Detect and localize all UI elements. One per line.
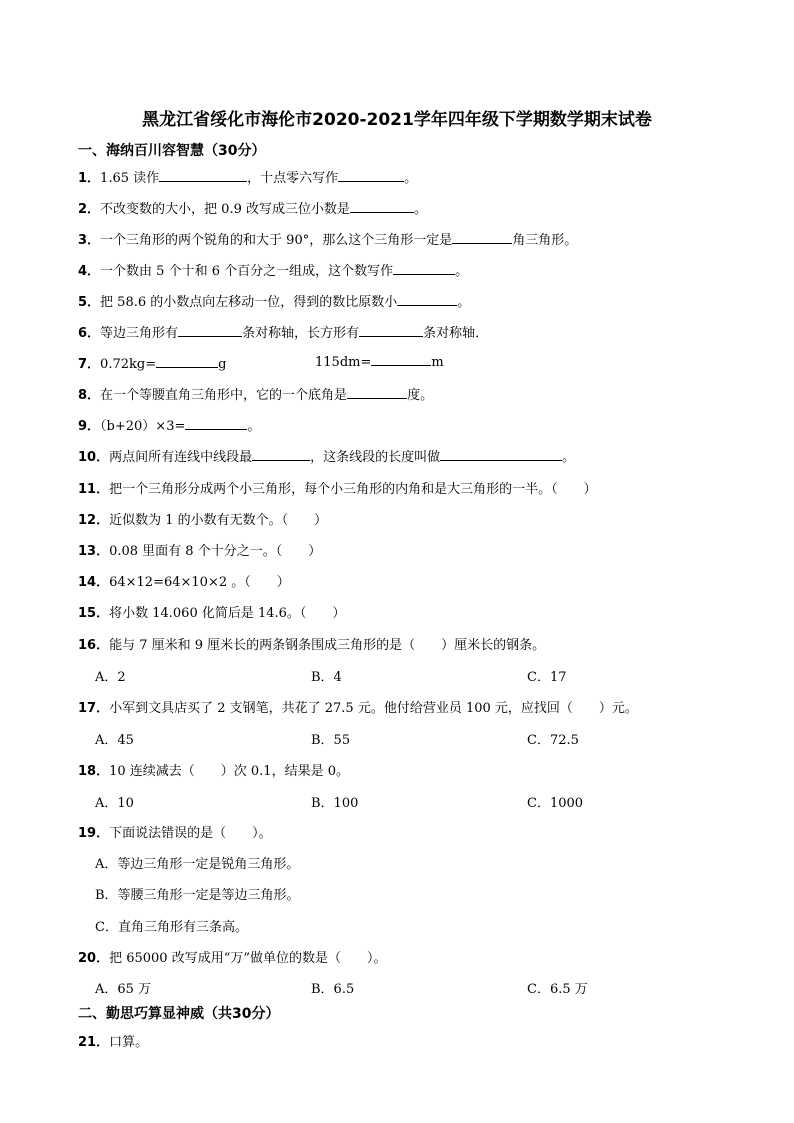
question-text: 将小数 14.060 化简后是 14.6。（ ） bbox=[109, 606, 346, 621]
question-text: 等边三角形有 bbox=[100, 326, 179, 341]
option-a[interactable]: A．等边三角形一定是锐角三角形。 bbox=[95, 857, 300, 872]
answer-blank[interactable] bbox=[397, 293, 457, 306]
question-17 bbox=[78, 697, 638, 716]
question-text: 度。 bbox=[407, 388, 434, 403]
question-text: ，十点零六写作 bbox=[247, 171, 339, 186]
question-number: 9． bbox=[78, 419, 101, 434]
question-number: 17． bbox=[78, 701, 110, 716]
question-text: 在一个等腰直角三角形中，它的一个底角是 bbox=[100, 388, 348, 403]
answer-blank[interactable] bbox=[350, 200, 414, 213]
question-text: 。 bbox=[404, 171, 418, 186]
question-text: 两点间所有连线中线段最 bbox=[109, 450, 253, 465]
question-number: 7． bbox=[78, 357, 101, 372]
question-text: 10 连续减去（ ）次 0.1，结果是 0。 bbox=[109, 764, 349, 779]
question-text: g bbox=[218, 357, 227, 372]
question-number: 8． bbox=[78, 388, 101, 403]
question-number: 19． bbox=[78, 826, 110, 841]
question-4 bbox=[78, 260, 468, 279]
answer-blank[interactable] bbox=[440, 448, 562, 461]
question-text: 能与 7 厘米和 9 厘米长的两条钢条围成三角形的是（ ）厘米长的钢条。 bbox=[109, 638, 546, 653]
answer-blank[interactable] bbox=[156, 355, 218, 368]
question-text: 64×12=64×10×2 。（ ） bbox=[109, 575, 290, 590]
question-text: 。 bbox=[562, 450, 576, 465]
question-text: 条对称轴． bbox=[423, 326, 489, 341]
question-text: m bbox=[431, 355, 444, 370]
question-text: 。 bbox=[455, 264, 469, 279]
answer-blank[interactable] bbox=[159, 169, 247, 182]
option-b[interactable]: B．100 bbox=[311, 796, 359, 811]
question-number: 16． bbox=[78, 638, 110, 653]
question-15 bbox=[78, 602, 345, 621]
question-text: 口算。 bbox=[109, 1035, 149, 1050]
section-heading-1: 一、海纳百川容智慧（30分） bbox=[78, 143, 266, 159]
question-text: ，这条线段的长度叫做 bbox=[310, 450, 441, 465]
question-number: 11． bbox=[78, 482, 110, 497]
question-text: 条对称轴，长方形有 bbox=[242, 326, 360, 341]
option-a[interactable]: A．10 bbox=[95, 796, 134, 811]
question-text: 。 bbox=[414, 202, 428, 217]
answer-blank[interactable] bbox=[178, 324, 242, 337]
question-number: 3． bbox=[78, 233, 101, 248]
question-text: （b+20）×3= bbox=[100, 419, 186, 434]
question-text: 。 bbox=[457, 295, 471, 310]
question-number: 21． bbox=[78, 1035, 110, 1050]
question-12 bbox=[78, 509, 327, 528]
question-number: 18． bbox=[78, 764, 110, 779]
answer-blank[interactable] bbox=[371, 353, 431, 366]
option-b[interactable]: B．55 bbox=[311, 733, 351, 748]
option-c[interactable]: C．72.5 bbox=[527, 733, 579, 748]
question-number: 5． bbox=[78, 295, 101, 310]
option-b[interactable]: B．等腰三角形一定是等边三角形。 bbox=[95, 888, 300, 903]
answer-blank[interactable] bbox=[338, 169, 404, 182]
answer-blank[interactable] bbox=[359, 324, 423, 337]
question-text: 把 58.6 的小数点向左移动一位，得到的数比原数小 bbox=[100, 295, 398, 310]
option-c[interactable]: C．直角三角形有三条高。 bbox=[95, 920, 248, 935]
question-text: 不改变数的大小，把 0.9 改写成三位小数是 bbox=[100, 202, 350, 217]
question-18 bbox=[78, 760, 349, 779]
option-c[interactable]: C．1000 bbox=[527, 796, 584, 811]
question-number: 13． bbox=[78, 544, 110, 559]
question-10 bbox=[78, 446, 575, 465]
question-text: 角三角形。 bbox=[512, 233, 578, 248]
question-13 bbox=[78, 540, 321, 559]
question-text: 把一个三角形分成两个小三角形，每个小三角形的内角和是大三角形的一半。（ ） bbox=[109, 482, 597, 497]
question-text: 0.72kg= bbox=[100, 357, 157, 372]
question-text: 一个数由 5 个十和 6 个百分之一组成，这个数写作 bbox=[100, 264, 394, 279]
question-number: 12． bbox=[78, 513, 110, 528]
answer-blank[interactable] bbox=[393, 262, 455, 275]
question-text: 下面说法错误的是（ ）。 bbox=[109, 826, 272, 841]
question-text: 。 bbox=[247, 419, 261, 434]
option-c[interactable]: C．17 bbox=[527, 670, 567, 685]
question-20 bbox=[78, 947, 387, 966]
question-number: 14． bbox=[78, 575, 110, 590]
question-text: 0.08 里面有 8 个十分之一。（ ） bbox=[109, 544, 322, 559]
question-11 bbox=[78, 478, 597, 497]
option-a[interactable]: A．65 万 bbox=[95, 982, 152, 997]
question-text: 115dm= bbox=[315, 355, 372, 370]
question-3 bbox=[78, 229, 577, 248]
question-number: 10． bbox=[78, 450, 110, 465]
question-text: 把 65000 改写成用“万”做单位的数是（ ）。 bbox=[109, 951, 387, 966]
question-text: 近似数为 1 的小数有无数个。（ ） bbox=[109, 513, 328, 528]
question-number: 4． bbox=[78, 264, 101, 279]
option-c[interactable]: C．6.5 万 bbox=[527, 982, 588, 997]
answer-blank[interactable] bbox=[347, 386, 407, 399]
option-b[interactable]: B．4 bbox=[311, 670, 342, 685]
question-14 bbox=[78, 571, 290, 590]
question-text: 一个三角形的两个锐角的和大于 90°，那么这个三角形一定是 bbox=[100, 233, 453, 248]
option-a[interactable]: A．45 bbox=[95, 733, 134, 748]
question-7-part-2 bbox=[315, 353, 444, 370]
question-number: 15． bbox=[78, 606, 110, 621]
question-16 bbox=[78, 634, 545, 653]
question-number: 2． bbox=[78, 202, 101, 217]
question-text: 1.65 读作 bbox=[100, 171, 160, 186]
question-9 bbox=[78, 415, 260, 434]
question-7 bbox=[78, 353, 226, 372]
question-1 bbox=[78, 167, 417, 186]
option-a[interactable]: A．2 bbox=[95, 670, 126, 685]
option-b[interactable]: B．6.5 bbox=[311, 982, 355, 997]
question-5 bbox=[78, 291, 470, 310]
question-2 bbox=[78, 198, 427, 217]
answer-blank[interactable] bbox=[252, 448, 310, 461]
question-21 bbox=[78, 1031, 148, 1050]
section-heading-2: 二、勤思巧算显神威（共30分） bbox=[78, 1006, 280, 1022]
question-number: 6． bbox=[78, 326, 101, 341]
answer-blank[interactable] bbox=[185, 417, 247, 430]
answer-blank[interactable] bbox=[452, 231, 512, 244]
question-19 bbox=[78, 822, 272, 841]
question-number: 1． bbox=[78, 171, 101, 186]
question-text: 小军到文具店买了 2 支钢笔，共花了 27.5 元。他付给营业员 100 元，应找回（ ）元。 bbox=[109, 701, 638, 716]
question-8 bbox=[78, 384, 433, 403]
page-title: 黑龙江省绥化市海伦市2020-2021学年四年级下学期数学期末试卷 bbox=[142, 110, 652, 130]
question-6 bbox=[78, 322, 488, 341]
question-number: 20． bbox=[78, 951, 110, 966]
